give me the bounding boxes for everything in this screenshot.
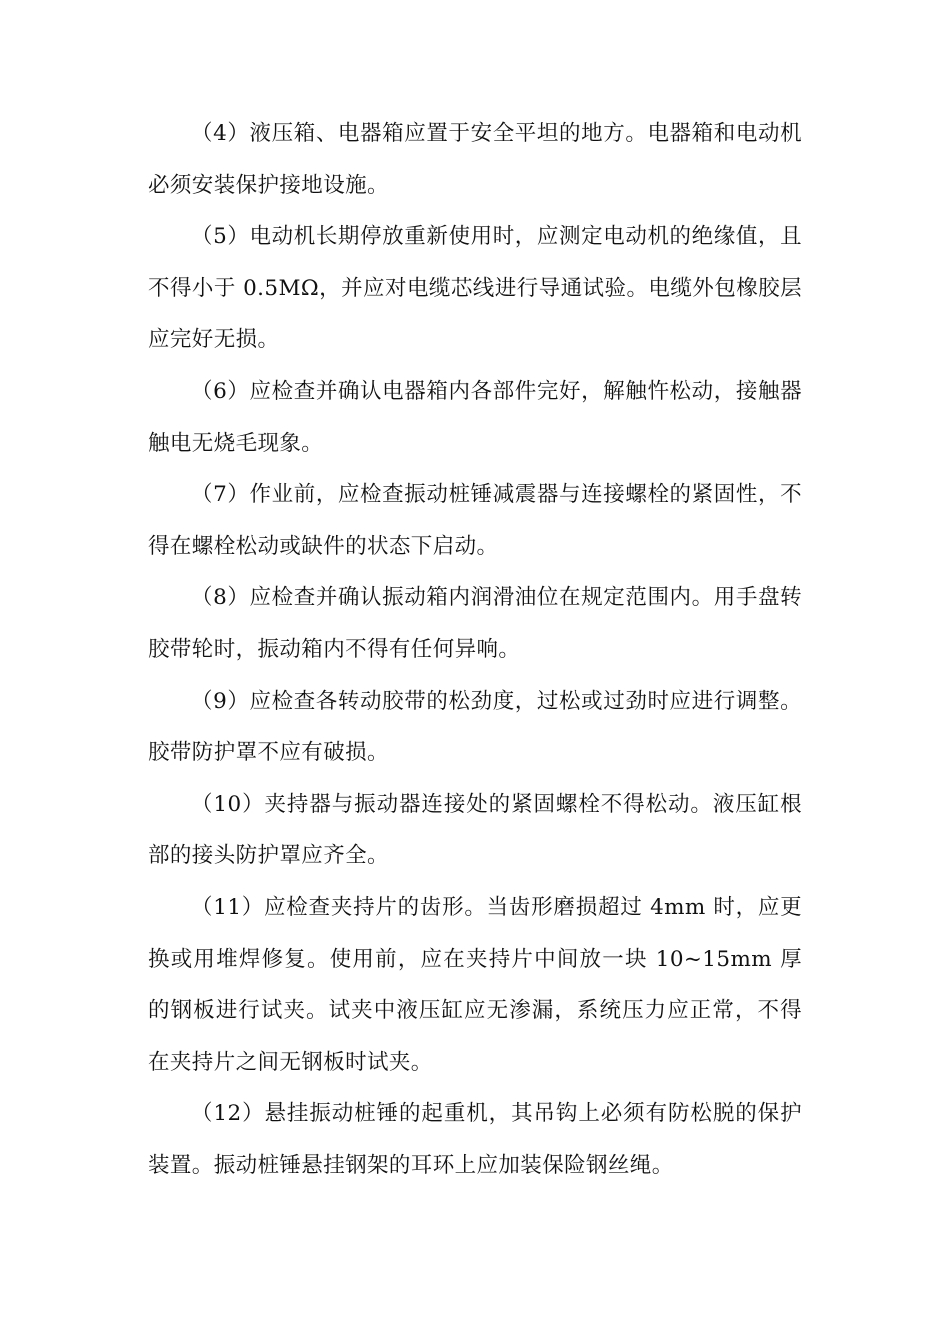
paragraph-item-4: （4）液压箱、电器箱应置于安全平坦的地方。电器箱和电动机必须安装保护接地设施。 — [148, 121, 802, 198]
paragraph-item-6: （6）应检查并确认电器箱内各部件完好，解触忤松动，接触器触电无烧毛现象。 — [148, 378, 802, 456]
paragraph-item-9: （9）应检查各转动胶带的松劲度，过松或过劲时应进行调整。胶带防护罩不应有破损。 — [148, 688, 802, 766]
paragraph-item-11: （11）应检查夹持片的齿形。当齿形磨损超过 4mm 时，应更换或用堆焊修复。使用前，应在夹持片中间放一块 10~15mm 厚的钢板进行试夹。试夹中液压缸应无渗漏，系统压力应正常，不得在夹持片之间无钢板时试夹。 — [148, 894, 802, 1075]
paragraph-item-8: （8）应检查并确认振动箱内润滑油位在规定范围内。用手盘转胶带轮时，振动箱内不得有任何异响。 — [148, 585, 802, 662]
paragraph-item-12: （12）悬挂振动桩锤的起重机，其吊钩上必须有防松脱的保护装置。振动桩锤悬挂钢架的耳环上应加装保险钢丝绳。 — [148, 1101, 802, 1178]
document-body — [148, 108, 802, 1191]
paragraph-item-10: （10）夹持器与振动器连接处的紧固螺栓不得松动。液压缸根部的接头防护罩应齐全。 — [148, 791, 802, 869]
paragraph-item-5: （5）电动机长期停放重新使用时，应测定电动机的绝缘值，且不得小于 0.5MΩ，并应对电缆芯线进行导通试验。电缆外包橡胶层应完好无损。 — [148, 224, 802, 353]
paragraph-item-7: （7）作业前，应检查振动桩锤减震器与连接螺栓的紧固性，不得在螺栓松动或缺件的状态下启动。 — [148, 482, 802, 559]
